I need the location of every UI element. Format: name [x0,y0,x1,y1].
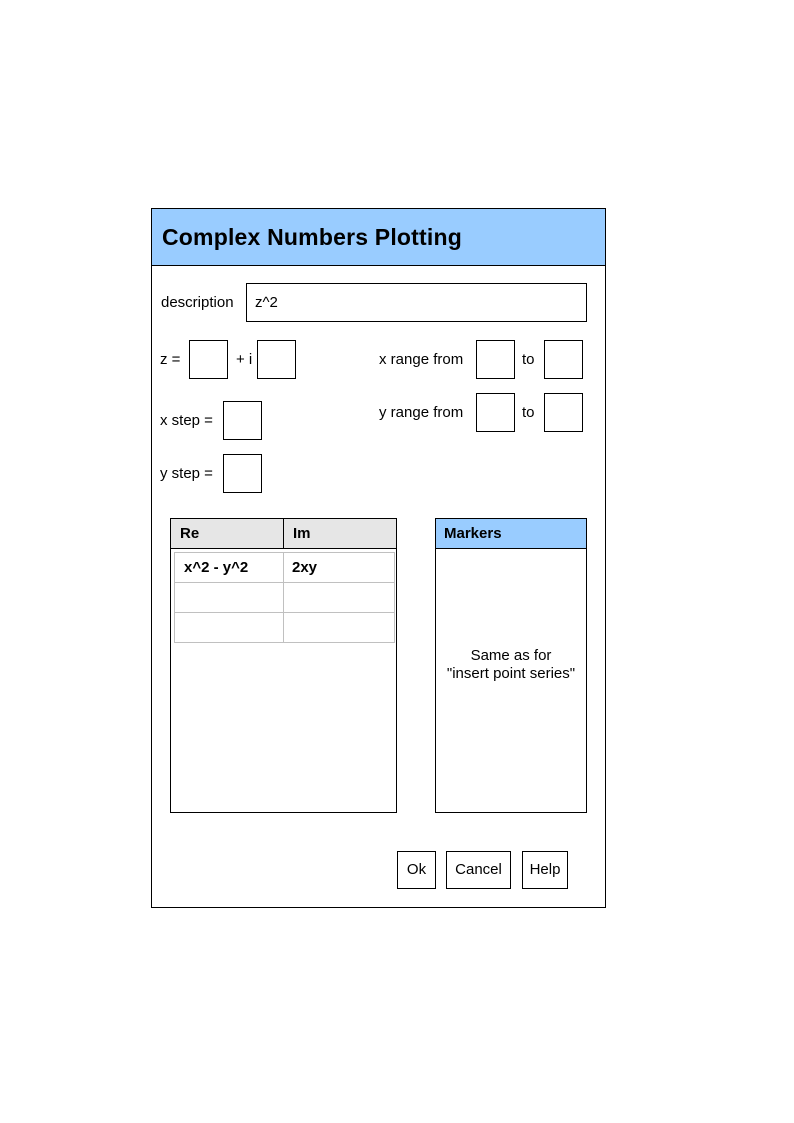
markers-panel [435,518,587,813]
re-im-table [170,518,397,813]
dialog-title: Complex Numbers Plotting [162,224,462,250]
complex-plot-dialog [151,208,606,908]
table-header [171,519,396,549]
x-range-label: x range from [379,351,464,368]
cell-im[interactable]: 2xy [292,559,318,576]
table-row[interactable] [175,583,394,613]
description-input[interactable] [246,283,587,322]
markers-title: Markers [444,525,502,542]
y-range-from-input[interactable] [476,393,515,432]
ok-button[interactable]: Ok [397,851,436,889]
y-range-label: y range from [379,404,464,421]
x-range-to-label: to [522,351,535,368]
dialog-title-bar [152,209,605,266]
cell-re[interactable]: x^2 - y^2 [184,559,249,576]
markers-note-line: Same as for [470,647,552,664]
z-imag-label: + i [236,351,253,368]
y-step-input[interactable] [223,454,262,493]
y-step-label: y step = [160,465,213,482]
cell-divider [283,613,284,642]
cancel-button[interactable]: Cancel [446,851,511,889]
column-header-re[interactable]: Re [180,525,200,542]
z-imag-input[interactable] [257,340,296,379]
y-range-to-input[interactable] [544,393,583,432]
z-label: z = [160,351,181,368]
table-row[interactable] [175,553,394,583]
cell-divider [283,583,284,612]
x-step-input[interactable] [223,401,262,440]
column-header-im[interactable]: Im [293,525,311,542]
description-label: description [161,294,234,311]
help-button[interactable]: Help [522,851,568,889]
table-body [174,552,395,643]
x-range-from-input[interactable] [476,340,515,379]
markers-note-line: "insert point series" [446,665,576,682]
x-step-label: x step = [160,412,213,429]
cell-divider [283,553,284,582]
markers-header [436,519,586,549]
markers-note [436,647,586,683]
table-row[interactable] [175,613,394,643]
x-range-to-input[interactable] [544,340,583,379]
z-real-input[interactable] [189,340,228,379]
y-range-to-label: to [522,404,535,421]
column-divider [283,519,284,548]
